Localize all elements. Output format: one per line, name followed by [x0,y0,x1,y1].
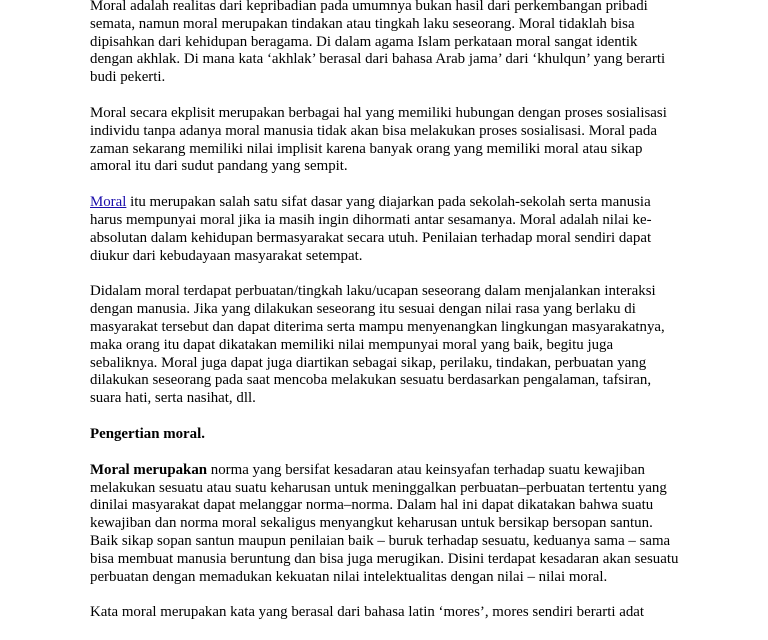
paragraph-5-text: norma yang bersifat kesadaran atau keinsyafan terhadap suatu kewajiban melakukan sesuatu atau suatu keharusan untuk meninggalkan perbuatan–perbuatan tertentu yang dinilai masyarakat dapat melanggar norma–norma. Dalam hal ini dapat dikatakan bahwa suatu kewajiban dan norma moral sekaligus menyangkut keharusan untuk bersikap bersopan santun. Baik sikap sopan santun maupun penilaian baik – buruk terhadap sesuatu, keduanya sama – sama bisa membuat manusia beruntung dan bisa juga merugikan. Disini terdapat kesadaran akan sesuatu perbuatan dengan memadukan kekuatan nilai intelektualitas dengan nilai – nilai moral. [90,461,679,585]
moral-link[interactable]: Moral [90,194,127,211]
paragraph-6: Kata moral merupakan kata yang berasal dari bahasa latin ‘mores’, mores sendiri berarti adat [90,604,645,621]
paragraph-4: Didalam moral terdapat perbuatan/tingkah laku/ucapan seseorang dalam menjalankan interaksi dengan manusia. Jika yang dilakukan seseorang itu sesuai dengan nilai rasa yang berlaku di masyarakat tersebut dan dapat diterima serta mampu menyenangkan lingkungan masyarakatnya, maka orang itu dapat dikatakan memiliki nilai mempunyai moral yang baik, begitu juga sebaliknya. Moral juga dapat juga diartikan sebagai sikap, perilaku, tindakan, perbuatan yang dilakukan seseorang pada saat mencoba melakukan sesuatu berdasarkan pengalaman, tafsiran, suara hati, serta nasihat, dll. [90,283,665,407]
paragraph-1: Moral adalah realitas dari kepribadian pada umumnya bukan hasil dari perkembangan pribadi semata, namun moral merupakan tindakan atau tingkah laku seseorang. Moral tidaklah bisa dipisahkan dari kehidupan beragama. Di dalam agama Islam perkataan moral sangat identik dengan akhlak. Di mana kata ‘akhlak’ berasal dari bahasa Arab jama’ dari ‘khulqun’ yang berarti budi pekerti. [90,0,666,86]
paragraph-5 [90,462,680,587]
section-heading: Pengertian moral. [90,425,205,442]
paragraph-2: Moral secara ekplisit merupakan berbagai hal yang memiliki hubungan dengan proses sosialisasi individu tanpa adanya moral manusia tidak akan bisa melakukan proses sosialisasi. Moral pada zaman sekarang memiliki nilai implisit karena banyak orang yang memiliki moral atau sikap amoral itu dari sudut pandang yang sempit. [90,104,667,175]
paragraph-5-lead: Moral merupakan [90,461,208,478]
paragraph-3 [90,194,680,265]
document-page [90,0,680,640]
paragraph-3-text: itu merupakan salah satu sifat dasar yang diajarkan pada sekolah-sekolah serta manusia harus mempunyai moral jika ia masih ingin dihormati antar sesamanya. Moral adalah nilai ke-absolutan dalam kehidupan bermasyarakat secara utuh. Penilaian terhadap moral sendiri dapat diukur dari kebudayaan masyarakat setempat. [90,194,652,264]
